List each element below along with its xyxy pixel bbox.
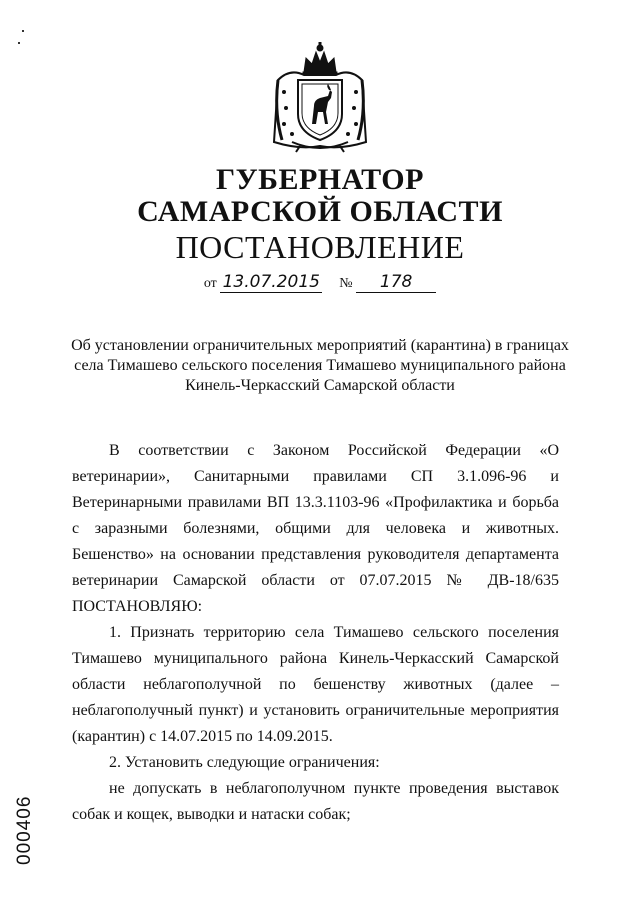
document-type-title: ПОСТАНОВЛЕНИЕ	[175, 229, 465, 265]
document-body	[72, 438, 559, 828]
subject-line: Кинель-Черкасский Самарской области	[185, 377, 455, 394]
body-paragraph-item-2: 2. Установить следующие ограничения:	[109, 754, 380, 771]
number-prefix: №	[339, 276, 353, 291]
document-subject	[0, 336, 640, 396]
body-paragraph-preamble: В соответствии с Законом Российской Федерации «О ветеринарии», Санитарными правилами СП 3.1.096-96 и Ветеринарными правилами ВП 13.3.1103-96 «Профилактика и борьба с заразными болезнями, общими для человека и животных. Бешенство» на основании представления руководителя департамента ветеринарии Самарской области от 07.07.2015 № ДВ-18/635 ПОСТАНОВЛЯЮ:	[72, 442, 559, 615]
coat-of-arms-icon	[270, 42, 370, 154]
issuer-line-1: ГУБЕРНАТОР	[216, 163, 424, 196]
scan-speck	[22, 30, 24, 32]
scan-speck	[18, 42, 20, 44]
date-handwritten: 13.07.2015	[220, 272, 322, 293]
body-paragraph-item-1: 1. Признать территорию села Тимашево сельского поселения Тимашево муниципального района Кинель-Черкасский Самарской области неблагополучной по бешенству животных (далее – неблагополучный пункт) и установить ограничительные мероприятия (карантин) с 14.07.2015 по 14.09.2015.	[72, 624, 559, 745]
subject-line: села Тимашево сельского поселения Тимашево муниципального района	[74, 357, 566, 374]
subject-line: Об установлении ограничительных мероприятий (карантина) в границах	[71, 337, 569, 354]
number-handwritten: 178	[356, 272, 436, 293]
body-paragraph-restriction: не допускать в неблагополучном пункте проведения выставок собак и кощек, выводки и натаски собак;	[72, 780, 559, 823]
date-number-line	[0, 272, 640, 293]
date-prefix: от	[203, 276, 217, 291]
serial-stamp: 000406	[14, 795, 35, 865]
issuer-line-2: САМАРСКОЙ ОБЛАСТИ	[137, 195, 503, 228]
